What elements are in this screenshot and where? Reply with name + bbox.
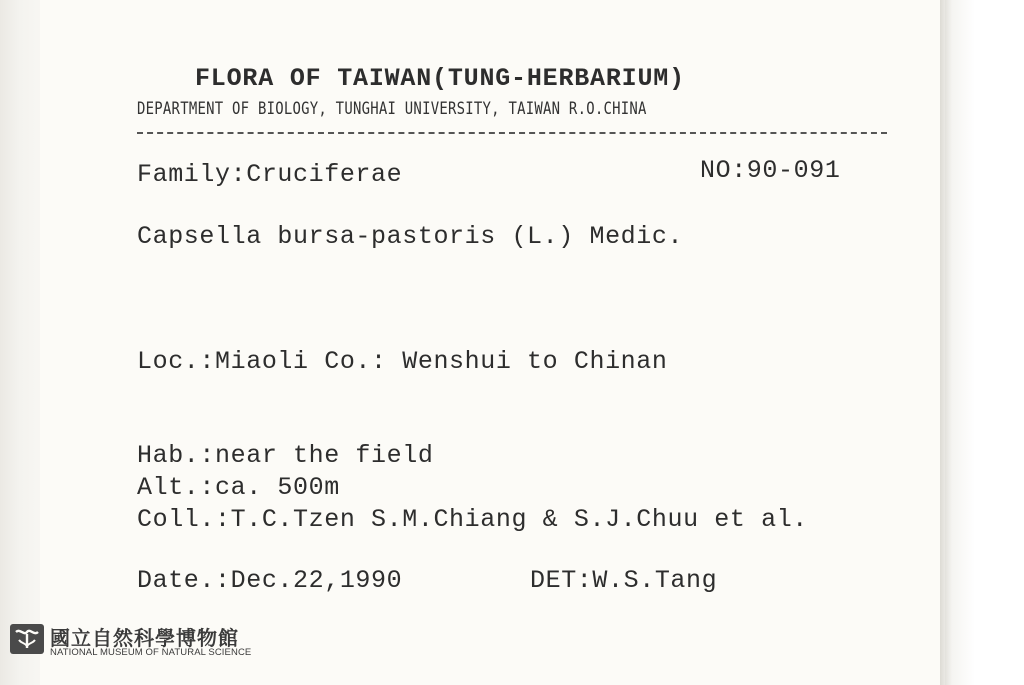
department-line: DEPARTMENT OF BIOLOGY, TUNGHAI UNIVERSITY, TAIWAN R.O.CHINA	[137, 99, 647, 119]
museum-logo-icon	[10, 624, 44, 654]
species-name: Capsella bursa-pastoris (L.) Medic.	[137, 222, 684, 251]
determiner-field: DET:W.S.Tang	[530, 566, 718, 595]
habitat-field: Hab.:near the field	[137, 441, 434, 470]
label-edge-shadow	[940, 0, 952, 685]
museum-name-en: NATIONAL MUSEUM OF NATURAL SCIENCE	[50, 647, 252, 658]
date-field: Date.:Dec.22,1990	[137, 566, 403, 595]
museum-name-zh: 國立自然科學博物館	[50, 626, 239, 650]
specimen-number: NO:90-091	[700, 156, 841, 185]
dashed-divider	[137, 132, 887, 134]
altitude-field: Alt.:ca. 500m	[137, 473, 340, 502]
museum-watermark	[10, 622, 280, 662]
locality-field: Loc.:Miaoli Co.: Wenshui to Chinan	[137, 347, 668, 376]
collectors-field: Coll.:T.C.Tzen S.M.Chiang & S.J.Chuu et al.	[137, 505, 808, 534]
family-field: Family:Cruciferae	[137, 160, 403, 189]
label-title: FLORA OF TAIWAN(TUNG-HERBARIUM)	[195, 64, 685, 93]
